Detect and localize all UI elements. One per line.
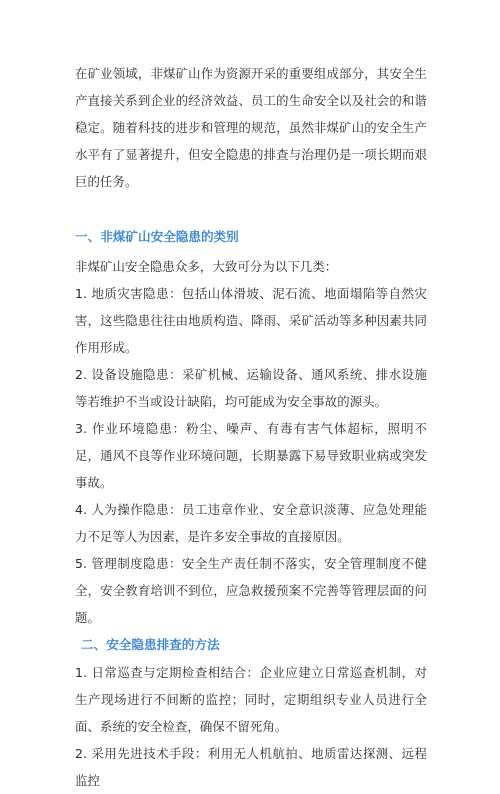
list-item: 4. 人为操作隐患：员工违章作业、安全意识淡薄、应急处理能力不足等人为因素，是许多安全事故的直接原因。: [75, 502, 427, 544]
intro-paragraph: 在矿业领域，非煤矿山作为资源开采的重要组成部分，其安全生产直接关系到企业的经济效益、员工的生命安全以及社会的和谐稳定。随着科技的进步和管理的规范，虽然非煤矿山的安全生产水平有了显著提升，但安全隐患的排查与治理仍是一项长期而艰巨的任务。: [75, 66, 427, 189]
list-item: 3. 作业环境隐患：粉尘、噪声、有毒有害气体超标，照明不足，通风不良等作业环境问题，长期暴露下易导致职业病或突发事故。: [75, 421, 427, 490]
list-item: 1. 日常巡查与定期检查相结合：企业应建立日常巡查机制，对生产现场进行不间断的监控；同时，定期组织专业人员进行全面、系统的安全检查，确保不留死角。: [75, 665, 427, 734]
list-item: 2. 采用先进技术手段：利用无人机航拍、地质雷达探测、远程监控: [75, 746, 427, 788]
section-2-heading: 二、安全隐患排查的方法: [81, 637, 220, 652]
list-item: 5. 管理制度隐患：安全生产责任制不落实，安全管理制度不健全，安全教育培训不到位，应急救援预案不完善等管理层面的问题。: [75, 556, 427, 625]
inspection-method-list: [75, 659, 427, 794]
section-1-heading: 一、非煤矿山安全隐患的类别: [75, 229, 239, 244]
section-1-lead: 非煤矿山安全隐患众多，大致可分为以下几类：: [75, 259, 338, 274]
list-item: 2. 设备设施隐患：采矿机械、运输设备、通风系统、排水设施等若维护不当或设计缺陷，均可能成为安全事故的源头。: [75, 367, 427, 409]
document-body: [75, 60, 427, 794]
hazard-category-list: [75, 280, 427, 631]
list-item: 1. 地质灾害隐患：包括山体滑坡、泥石流、地面塌陷等自然灾害，这些隐患往往由地质构造、降雨、采矿活动等多种因素共同作用形成。: [75, 286, 427, 355]
